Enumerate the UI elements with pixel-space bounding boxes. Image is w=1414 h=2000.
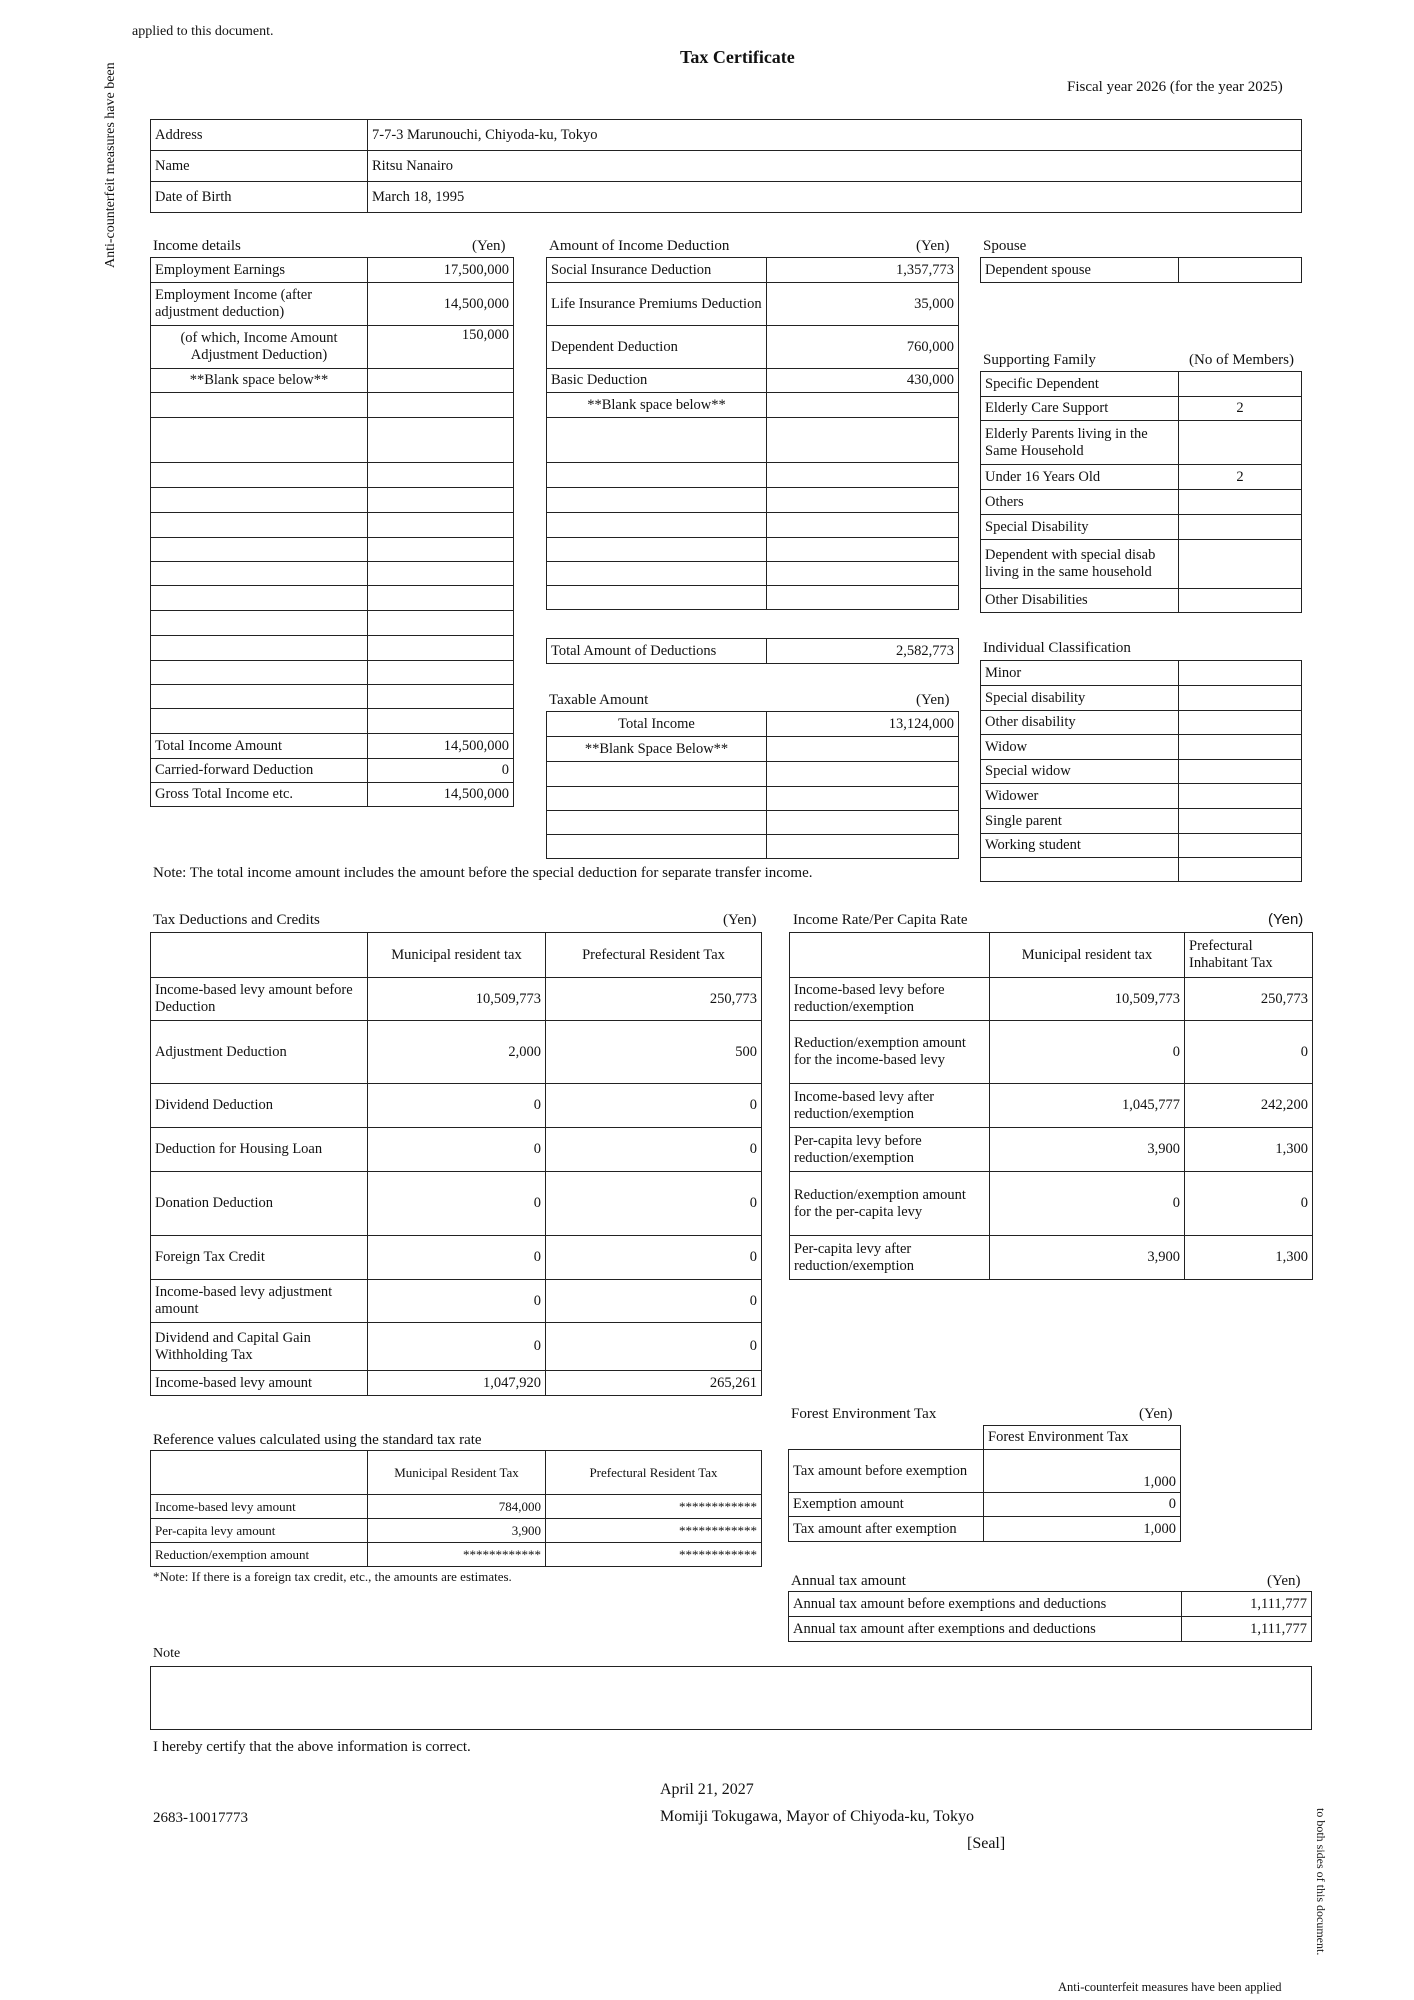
- family-row-value: [1179, 372, 1302, 397]
- income-row-label: Employment Earnings: [151, 258, 368, 283]
- annual-unit: (Yen): [1267, 1573, 1301, 1589]
- reference-col-municipal: Municipal Resident Tax: [368, 1451, 546, 1495]
- taxable-header: Taxable Amount: [549, 692, 649, 708]
- credits-row-municipal: 10,509,773: [368, 978, 546, 1021]
- annual-row-value: 1,111,777: [1182, 1617, 1312, 1642]
- credits-col-municipal: Municipal resident tax: [368, 933, 546, 978]
- taxable-unit: (Yen): [916, 692, 950, 708]
- rate-row-municipal: 10,509,773: [990, 978, 1185, 1021]
- rate-row-municipal: 1,045,777: [990, 1084, 1185, 1128]
- credits-row-municipal: 0: [368, 1084, 546, 1128]
- credits-row-prefectural: 0: [546, 1280, 762, 1323]
- deduction-header: Amount of Income Deduction: [549, 238, 730, 254]
- rate-row-label: Reduction/exemption amount for the per-capita levy: [790, 1172, 990, 1236]
- credits-row-label: Donation Deduction: [151, 1172, 368, 1236]
- income-row-value: 14,500,000: [368, 283, 514, 326]
- annual-row-label: Annual tax amount after exemptions and deductions: [789, 1617, 1182, 1642]
- income-row-label: Employment Income (after adjustment deduction): [151, 283, 368, 326]
- reference-header: Reference values calculated using the standard tax rate: [153, 1432, 482, 1448]
- dependent-spouse-value: [1179, 258, 1302, 283]
- credits-col-prefectural: Prefectural Resident Tax: [546, 933, 762, 978]
- credits-row-prefectural: 0: [546, 1172, 762, 1236]
- rate-row-prefectural: 1,300: [1185, 1236, 1313, 1280]
- deduction-row-label: Life Insurance Premiums Deduction: [547, 283, 767, 326]
- family-row-label: Other Disabilities: [981, 589, 1179, 613]
- fiscal-year: Fiscal year 2026 (for the year 2025): [1067, 79, 1283, 95]
- credits-table: [150, 932, 762, 1396]
- deduction-row-value: 35,000: [767, 283, 959, 326]
- rate-row-prefectural: 242,200: [1185, 1084, 1313, 1128]
- page-title: Tax Certificate: [680, 47, 795, 67]
- gross-value: 14,500,000: [368, 783, 514, 807]
- note-label: Note: [153, 1646, 181, 1661]
- total-income-value: 14,500,000: [368, 734, 514, 759]
- dependent-spouse-label: Dependent spouse: [981, 258, 1179, 283]
- deduction-row-value: 1,357,773: [767, 258, 959, 283]
- rate-table: [789, 932, 1313, 1280]
- reference-row-municipal: ************: [368, 1543, 546, 1567]
- credits-row-label: Foreign Tax Credit: [151, 1236, 368, 1280]
- deduction-table: [546, 257, 959, 610]
- credits-row-prefectural: 265,261: [546, 1371, 762, 1396]
- rate-col-prefectural: Prefectural Inhabitant Tax: [1185, 933, 1313, 978]
- rate-row-label: Reduction/exemption amount for the income-based levy: [790, 1021, 990, 1084]
- income-note: Note: The total income amount includes the amount before the special deduction for separate transfer income.: [153, 865, 813, 881]
- forest-row-label: Tax amount before exemption: [789, 1450, 984, 1493]
- credits-row-prefectural: 0: [546, 1323, 762, 1371]
- credits-row-municipal: 0: [368, 1280, 546, 1323]
- deduction-row-label: Social Insurance Deduction: [547, 258, 767, 283]
- credits-row-municipal: 0: [368, 1236, 546, 1280]
- classification-row: Widower: [981, 784, 1179, 809]
- credits-row-label: Income-based levy amount: [151, 1371, 368, 1396]
- family-row-value: [1179, 515, 1302, 540]
- deduction-unit: (Yen): [916, 238, 950, 254]
- credits-row-label: Dividend Deduction: [151, 1084, 368, 1128]
- classification-table: [980, 660, 1302, 882]
- income-header: Income details: [153, 238, 241, 254]
- classification-row: Special widow: [981, 760, 1179, 784]
- forest-header: Forest Environment Tax: [791, 1406, 937, 1422]
- credits-row-municipal: 2,000: [368, 1021, 546, 1084]
- total-income-taxable-value: 13,124,000: [767, 712, 959, 737]
- family-row-value: 2: [1179, 397, 1302, 421]
- credits-row-label: Dividend and Capital Gain Withholding Tax: [151, 1323, 368, 1371]
- reference-row-label: Reduction/exemption amount: [151, 1543, 368, 1567]
- family-row-value: [1179, 589, 1302, 613]
- income-row-value: 17,500,000: [368, 258, 514, 283]
- credits-row-label: Income-based levy amount before Deduction: [151, 978, 368, 1021]
- spouse-table: [980, 257, 1302, 283]
- family-row-label: Special Disability: [981, 515, 1179, 540]
- seal-text: [Seal]: [967, 1835, 1006, 1852]
- issue-date: April 21, 2027: [660, 1781, 754, 1798]
- deduction-row-label: **Blank space below**: [547, 393, 767, 418]
- rate-row-municipal: 3,900: [990, 1128, 1185, 1172]
- carried-label: Carried-forward Deduction: [151, 759, 368, 783]
- credits-row-municipal: 0: [368, 1128, 546, 1172]
- family-table: [980, 371, 1302, 613]
- name-label: Name: [151, 151, 368, 182]
- family-row-label: Dependent with special disab living in the same household: [981, 540, 1179, 589]
- rate-row-label: Per-capita levy after reduction/exemption: [790, 1236, 990, 1280]
- forest-unit: (Yen): [1139, 1406, 1173, 1422]
- forest-row-value: 1,000: [984, 1450, 1181, 1493]
- income-row-value: 150,000: [368, 326, 514, 369]
- deduction-total-table: [546, 638, 959, 664]
- income-row-label: (of which, Income Amount Adjustment Deduction): [151, 326, 368, 369]
- annual-table: [788, 1591, 1312, 1642]
- address-label: Address: [151, 120, 368, 151]
- credits-row-label: Adjustment Deduction: [151, 1021, 368, 1084]
- deduction-row-label: Basic Deduction: [547, 369, 767, 393]
- forest-col: Forest Environment Tax: [984, 1426, 1181, 1450]
- spouse-header: Spouse: [983, 238, 1027, 254]
- reference-row-prefectural: ************: [546, 1495, 762, 1519]
- reference-row-prefectural: ************: [546, 1519, 762, 1543]
- certify-text: I hereby certify that the above information is correct.: [153, 1739, 471, 1755]
- credits-row-label: Deduction for Housing Loan: [151, 1128, 368, 1172]
- mayor-signature: Momiji Tokugawa, Mayor of Chiyoda-ku, Tokyo: [660, 1808, 975, 1825]
- classification-row: Working student: [981, 834, 1179, 858]
- rate-header: Income Rate/Per Capita Rate: [793, 912, 968, 928]
- classification-header: Individual Classification: [983, 640, 1131, 656]
- gross-label: Gross Total Income etc.: [151, 783, 368, 807]
- deduction-row-value: 430,000: [767, 369, 959, 393]
- carried-value: 0: [368, 759, 514, 783]
- deduction-row-label: Dependent Deduction: [547, 326, 767, 369]
- family-row-label: Elderly Care Support: [981, 397, 1179, 421]
- rate-row-label: Income-based levy after reduction/exemption: [790, 1084, 990, 1128]
- reference-row-label: Per-capita levy amount: [151, 1519, 368, 1543]
- rate-row-prefectural: 0: [1185, 1021, 1313, 1084]
- rate-row-municipal: 0: [990, 1021, 1185, 1084]
- reference-col-prefectural: Prefectural Resident Tax: [546, 1451, 762, 1495]
- address-value: 7-7-3 Marunouchi, Chiyoda-ku, Tokyo: [368, 120, 1302, 151]
- total-income-taxable-label: Total Income: [547, 712, 767, 737]
- name-value: Ritsu Nanairo: [368, 151, 1302, 182]
- deduction-row-value: 760,000: [767, 326, 959, 369]
- reference-row-prefectural: ************: [546, 1543, 762, 1567]
- reference-row-municipal: 3,900: [368, 1519, 546, 1543]
- rate-row-prefectural: 250,773: [1185, 978, 1313, 1021]
- classification-row: Single parent: [981, 809, 1179, 834]
- family-row-value: [1179, 421, 1302, 465]
- rate-unit: (Yen): [1268, 911, 1304, 928]
- credits-header: Tax Deductions and Credits: [153, 912, 320, 928]
- dob-value: March 18, 1995: [368, 182, 1302, 213]
- rate-row-prefectural: 1,300: [1185, 1128, 1313, 1172]
- person-table: [150, 119, 1302, 213]
- forest-row-label: Exemption amount: [789, 1493, 984, 1517]
- classification-row: Widow: [981, 735, 1179, 760]
- forest-row-value: 1,000: [984, 1517, 1181, 1542]
- classification-row: Other disability: [981, 711, 1179, 735]
- margin-bottom-text: Anti-counterfeit measures have been applied: [1058, 1980, 1282, 1994]
- reference-table: [150, 1450, 762, 1567]
- family-row-label: Specific Dependent: [981, 372, 1179, 397]
- margin-right-text: to both sides of this document.: [1314, 1808, 1328, 1956]
- family-row-label: Under 16 Years Old: [981, 465, 1179, 490]
- family-header: Supporting Family: [983, 352, 1096, 368]
- credits-row-prefectural: 0: [546, 1084, 762, 1128]
- margin-top-text: applied to this document.: [132, 24, 274, 39]
- classification-row: Minor: [981, 661, 1179, 686]
- credits-row-municipal: 0: [368, 1323, 546, 1371]
- income-unit: (Yen): [472, 238, 506, 254]
- rate-col-municipal: Municipal resident tax: [990, 933, 1185, 978]
- reference-note: *Note: If there is a foreign tax credit, etc., the amounts are estimates.: [153, 1569, 512, 1584]
- family-row-value: [1179, 490, 1302, 515]
- credits-row-prefectural: 500: [546, 1021, 762, 1084]
- credits-row-label: Income-based levy adjustment amount: [151, 1280, 368, 1323]
- income-row-label: **Blank space below**: [151, 369, 368, 393]
- credits-row-prefectural: 0: [546, 1128, 762, 1172]
- taxable-blank-label: **Blank Space Below**: [547, 737, 767, 762]
- dob-label: Date of Birth: [151, 182, 368, 213]
- annual-row-label: Annual tax amount before exemptions and deductions: [789, 1592, 1182, 1617]
- credits-row-prefectural: 0: [546, 1236, 762, 1280]
- credits-unit: (Yen): [723, 912, 757, 928]
- total-deductions-value: 2,582,773: [767, 639, 959, 664]
- reference-row-municipal: 784,000: [368, 1495, 546, 1519]
- rate-row-label: Income-based levy before reduction/exemption: [790, 978, 990, 1021]
- family-row-value: [1179, 540, 1302, 589]
- total-deductions-label: Total Amount of Deductions: [547, 639, 767, 664]
- family-row-label: Others: [981, 490, 1179, 515]
- forest-row-label: Tax amount after exemption: [789, 1517, 984, 1542]
- credits-row-municipal: 1,047,920: [368, 1371, 546, 1396]
- reference-row-label: Income-based levy amount: [151, 1495, 368, 1519]
- forest-table: [788, 1425, 1181, 1542]
- rate-row-label: Per-capita levy before reduction/exemption: [790, 1128, 990, 1172]
- note-box: [150, 1666, 1312, 1730]
- doc-number: 2683-10017773: [153, 1810, 248, 1826]
- taxable-table: [546, 711, 959, 859]
- forest-row-value: 0: [984, 1493, 1181, 1517]
- family-row-label: Elderly Parents living in the Same Household: [981, 421, 1179, 465]
- annual-row-value: 1,111,777: [1182, 1592, 1312, 1617]
- income-table: [150, 257, 514, 807]
- rate-row-prefectural: 0: [1185, 1172, 1313, 1236]
- credits-row-prefectural: 250,773: [546, 978, 762, 1021]
- family-row-value: 2: [1179, 465, 1302, 490]
- family-unit: (No of Members): [1189, 352, 1294, 368]
- annual-header: Annual tax amount: [791, 1573, 906, 1589]
- margin-left-text: Anti-counterfeit measures have been: [103, 62, 118, 268]
- classification-row: Special disability: [981, 686, 1179, 711]
- rate-row-municipal: 0: [990, 1172, 1185, 1236]
- total-income-label: Total Income Amount: [151, 734, 368, 759]
- rate-row-municipal: 3,900: [990, 1236, 1185, 1280]
- credits-row-municipal: 0: [368, 1172, 546, 1236]
